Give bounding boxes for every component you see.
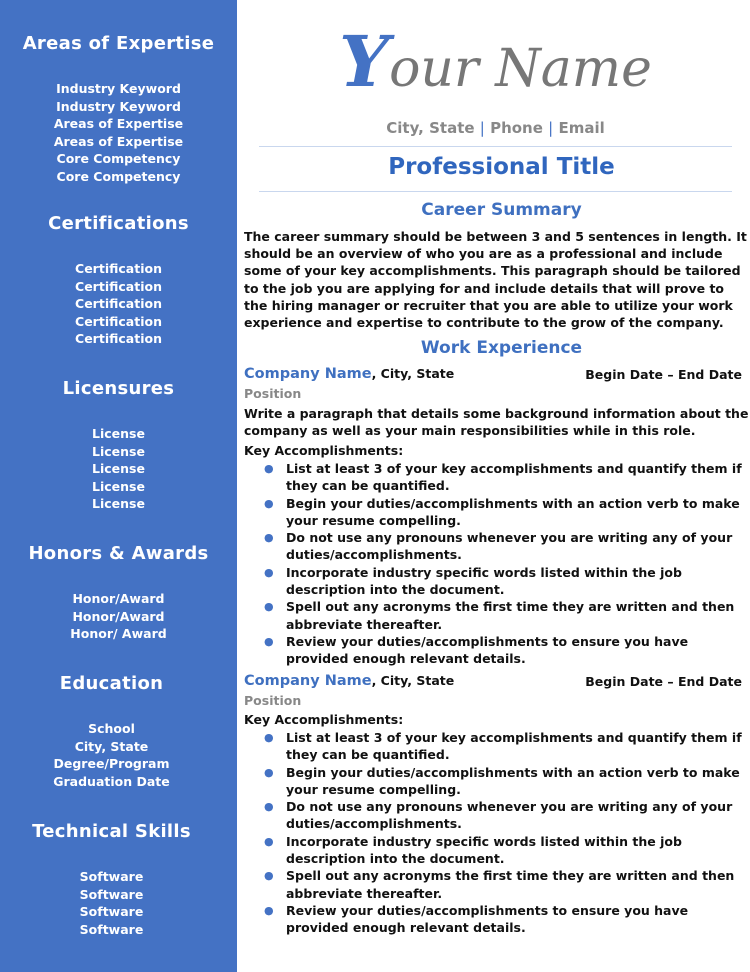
list-item: License (92, 443, 145, 459)
resume-name (243, 22, 748, 109)
bullet-text: Do not use any pronouns whenever you are writing any of your duties/accomplishments. (286, 799, 733, 832)
bullet-text: Incorporate industry specific words listed within the job description into the document. (286, 833, 682, 867)
sidebar-section-licensures (0, 378, 237, 513)
list-item: Software (79, 869, 144, 884)
list-item (243, 798, 748, 833)
sidebar-heading-certifications: Certifications (48, 213, 189, 234)
sidebar-heading-honors: Honors & Awards (28, 543, 209, 564)
sidebar-section-certifications (0, 213, 237, 348)
list-item: Graduation Date (53, 773, 170, 789)
name-rest: our Name (389, 39, 652, 99)
name-initial: Y (339, 20, 390, 103)
list-item: Areas of Expertise (53, 133, 184, 149)
bullet-icon: ● (264, 834, 274, 848)
certifications-list (0, 260, 237, 348)
list-item (243, 633, 748, 668)
bullet-icon: ● (264, 869, 274, 883)
bullet-icon: ● (264, 496, 274, 510)
list-item: License (92, 496, 145, 511)
list-item: Degree/Program (53, 756, 170, 771)
bullet-icon: ● (264, 634, 274, 648)
sidebar (0, 0, 237, 972)
list-item (243, 598, 748, 633)
list-item: Certification (75, 278, 162, 294)
list-item: Certification (75, 331, 162, 346)
list-item: Certification (75, 313, 162, 329)
honors-list (0, 590, 237, 643)
list-item (243, 529, 748, 564)
bullet-text: Begin your duties/accomplishments with an action verb to make your resume compelling. (286, 764, 740, 797)
sidebar-heading-expertise: Areas of Expertise (22, 33, 215, 54)
job-position: Position (244, 693, 302, 708)
company-location: , City, State (371, 673, 455, 688)
list-item: City, State (74, 738, 149, 754)
contact-line (243, 119, 748, 137)
job-dates: Begin Date – End Date (585, 674, 742, 689)
list-item (243, 833, 748, 868)
list-item (243, 460, 748, 495)
list-item: Industry Keyword (56, 81, 181, 96)
bullet-icon: ● (264, 903, 274, 917)
bullet-text: Do not use any pronouns whenever you are writing any of your duties/accomplishments. (286, 530, 733, 563)
contact-city-state: City, State (386, 119, 475, 137)
list-item (243, 902, 748, 937)
bullet-text: List at least 3 of your key accomplishments and quantify them if they can be quantified. (286, 461, 742, 494)
accomplishments-list (243, 729, 748, 937)
divider (259, 146, 732, 147)
company-name: Company Name (244, 673, 372, 689)
bullet-icon: ● (264, 531, 274, 545)
bullet-text: Begin your duties/accomplishments with an action verb to make your resume compelling. (286, 495, 740, 528)
bullet-icon: ● (264, 731, 274, 744)
bullet-icon: ● (264, 800, 274, 814)
job-dates: Begin Date – End Date (585, 367, 742, 382)
list-item: Software (79, 921, 144, 937)
divider (259, 191, 732, 192)
list-item: School (88, 721, 135, 736)
list-item: Areas of Expertise (53, 116, 184, 131)
list-item: License (92, 461, 145, 476)
skills-list (0, 868, 230, 938)
contact-separator: | (479, 119, 485, 137)
list-item: Honor/Award (72, 608, 165, 624)
sidebar-section-skills (0, 821, 230, 938)
work-experience-heading: Work Experience (420, 338, 583, 358)
sidebar-heading-education: Education (59, 673, 164, 694)
job-header (244, 366, 742, 382)
key-accomplishments-label: Key Accomplishments: (244, 443, 404, 458)
sidebar-section-education (0, 673, 230, 790)
bullet-text: Review your duties/accomplishments to ensure you have provided enough relevant details. (286, 902, 689, 936)
accomplishments-list (243, 460, 748, 668)
job-position: Position (244, 386, 302, 401)
list-item: Software (79, 904, 144, 919)
licensures-list (0, 425, 237, 513)
company-name: Company Name (244, 366, 372, 382)
job-description: Write a paragraph that details some background information about the company as well as your main responsibilities while in this role. (244, 406, 749, 439)
bullet-icon: ● (264, 765, 274, 779)
list-item (243, 764, 748, 799)
list-item: Industry Keyword (56, 98, 181, 114)
list-item: License (92, 478, 145, 494)
main-content (243, 0, 748, 972)
job-header (244, 673, 742, 689)
bullet-icon: ● (264, 600, 274, 614)
list-item: Core Competency (56, 168, 181, 184)
bullet-text: Spell out any acronyms the first time they are written and then abbreviate thereafter. (286, 868, 735, 901)
expertise-list (0, 80, 237, 185)
bullet-text: Review your duties/accomplishments to ensure you have provided enough relevant details. (286, 633, 689, 667)
key-accomplishments-label: Key Accomplishments: (244, 712, 404, 727)
bullet-text: List at least 3 of your key accomplishments and quantify them if they can be quantified. (286, 730, 742, 763)
sidebar-heading-licensures: Licensures (62, 378, 175, 399)
bullet-icon: ● (264, 565, 274, 579)
list-item (243, 867, 748, 902)
education-list (0, 720, 230, 790)
contact-email: Email (558, 119, 605, 137)
list-item: License (92, 426, 145, 441)
bullet-text: Spell out any acronyms the first time they are written and then abbreviate thereafter. (286, 599, 735, 632)
contact-phone: Phone (490, 119, 543, 137)
list-item: Honor/ Award (70, 626, 167, 641)
list-item (243, 729, 748, 764)
sidebar-heading-skills: Technical Skills (32, 821, 191, 842)
sidebar-section-expertise (0, 33, 237, 185)
list-item: Honor/Award (72, 591, 165, 606)
list-item: Core Competency (56, 151, 181, 166)
list-item (243, 564, 748, 599)
company-location: , City, State (371, 366, 455, 381)
list-item: Certification (75, 296, 162, 311)
sidebar-section-honors (0, 543, 237, 643)
career-summary-text: The career summary should be between 3 and 5 sentences in length. It should be an overview of who you are as a professional and include some of your key accomplishments. This paragraph should be tailored to the job you are applying for and include details that will prove to the hiring manager or recruiter that you are able to utilize your work experience and expertise to contribute to the grow of the company. (244, 229, 747, 331)
list-item: Software (79, 886, 144, 902)
bullet-icon: ● (264, 462, 274, 475)
list-item (243, 495, 748, 530)
bullet-text: Incorporate industry specific words listed within the job description into the document. (286, 564, 682, 598)
career-summary-heading: Career Summary (421, 200, 582, 220)
list-item: Certification (75, 261, 162, 276)
professional-title: Professional Title (388, 154, 615, 180)
contact-separator: | (548, 119, 554, 137)
